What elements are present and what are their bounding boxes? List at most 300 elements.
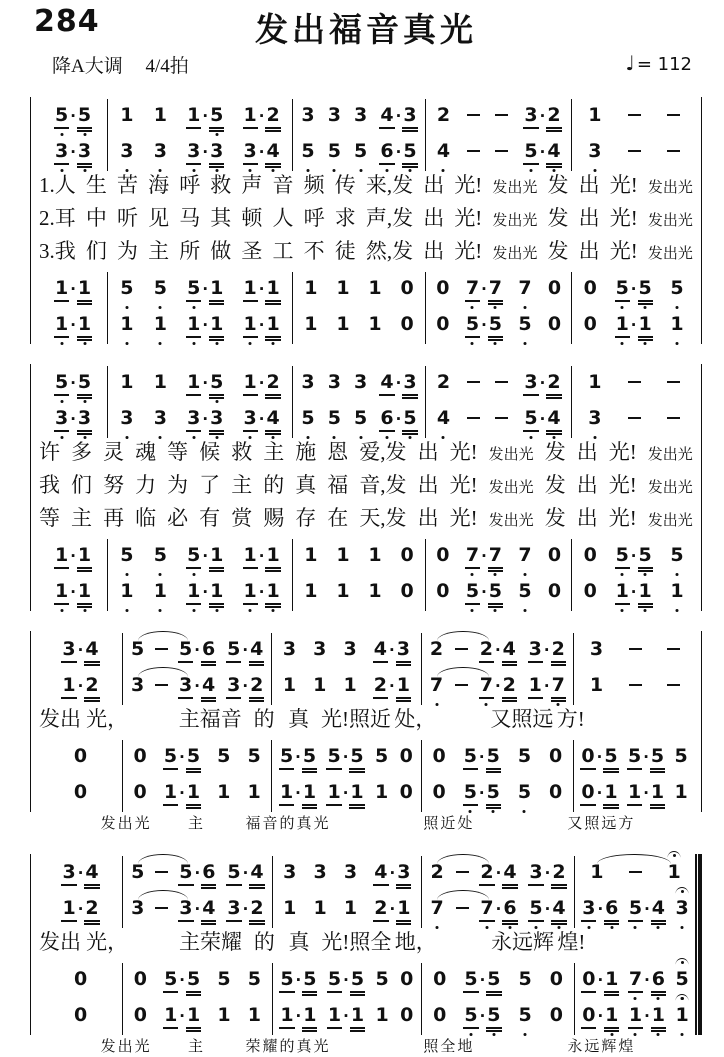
note — [247, 1004, 262, 1026]
eighth-underline — [186, 163, 201, 165]
note-digit: 1 — [243, 104, 258, 126]
note — [367, 580, 382, 602]
note-digit: 0 — [583, 313, 597, 335]
lyric-token: 的 — [253, 707, 275, 731]
note — [430, 897, 445, 919]
note — [119, 544, 134, 566]
note-digit: 1 — [368, 277, 382, 299]
note — [119, 277, 134, 299]
note-digit: 5 — [178, 638, 193, 660]
note — [528, 897, 566, 919]
lyric-echo: 发出光 — [647, 246, 693, 262]
sixteenth-underline — [502, 697, 517, 699]
notation-line — [424, 963, 572, 999]
note — [465, 544, 503, 566]
note-digit: 3 — [354, 371, 368, 393]
notation-line — [125, 633, 269, 669]
eighth-underline — [243, 603, 258, 605]
note — [279, 745, 317, 767]
note-digit: 0 — [133, 745, 147, 767]
lyric-token: 等 — [39, 506, 60, 530]
tie-arc — [597, 854, 671, 864]
duration-dot: · — [258, 374, 265, 392]
note-digit: 5 — [463, 781, 478, 803]
note-digit: 1 — [217, 781, 231, 803]
duration-dot: · — [295, 784, 301, 802]
note-digit: 0 — [547, 313, 562, 335]
note — [186, 313, 224, 335]
low-octave-dot — [408, 169, 411, 172]
lyric-token: 方! — [556, 707, 585, 731]
note — [549, 968, 564, 990]
sixteenth-underline — [502, 923, 517, 925]
dash-note — [629, 684, 642, 686]
dash-note — [667, 417, 680, 419]
low-octave-dot — [159, 609, 162, 612]
note-digit: 5 — [300, 407, 315, 429]
note — [353, 407, 368, 429]
staff-group — [31, 738, 701, 812]
lyric-token: 地， — [394, 930, 437, 954]
duration-dot: · — [544, 864, 551, 882]
note — [547, 580, 562, 602]
sixteenth-underline — [265, 570, 280, 572]
lyric-token: 处， — [394, 707, 437, 731]
note-digit: 1 — [54, 277, 69, 299]
eighth-underline — [528, 661, 543, 663]
note — [226, 861, 264, 883]
note-digit: 1 — [375, 1004, 389, 1026]
lyric-token: 海 — [148, 173, 170, 197]
note — [467, 114, 480, 126]
note-digit: 3 — [402, 104, 417, 126]
notation-line — [295, 366, 423, 402]
low-octave-dot — [492, 810, 495, 813]
measure — [422, 963, 575, 1035]
note-digit: 0 — [400, 1004, 414, 1026]
note — [327, 407, 342, 429]
note-digit: 2 — [502, 674, 517, 696]
note-digit: 5 — [130, 638, 145, 660]
note-digit: 0 — [549, 781, 563, 803]
notation-line — [41, 402, 105, 438]
lyric-token: 呼 — [303, 206, 325, 230]
lyric-token: 光!照全 — [321, 930, 392, 954]
measure — [574, 740, 695, 812]
lyric-token: 们 — [71, 473, 93, 497]
staff-group — [31, 537, 701, 611]
notation-line — [295, 539, 423, 575]
note — [399, 313, 414, 335]
low-octave-dot — [471, 342, 474, 345]
sixteenth-underline — [546, 127, 561, 129]
duration-dot: · — [478, 748, 485, 766]
note — [467, 417, 480, 429]
duration-dot: · — [630, 316, 637, 334]
eighth-underline — [580, 768, 595, 770]
sixteenth-underline — [77, 300, 92, 302]
lyric-spacer — [152, 1037, 188, 1057]
note-digit: 7 — [465, 544, 480, 566]
sixteenth-underline — [84, 884, 99, 886]
sixteenth-underline — [650, 768, 665, 770]
sixteenth-underline — [651, 923, 666, 925]
sixteenth-underline — [84, 923, 99, 925]
note-digit: 0 — [580, 745, 595, 767]
note — [399, 745, 414, 767]
dash-note — [629, 648, 642, 650]
note-digit: 2 — [551, 638, 566, 660]
note — [119, 140, 134, 162]
note — [133, 1004, 148, 1026]
low-octave-dot — [215, 169, 218, 172]
sixteenth-underline — [651, 991, 666, 993]
lyric-token: 光， — [86, 930, 129, 954]
note — [374, 781, 389, 803]
lyric-token: 再 — [103, 506, 125, 530]
lyric-token: 来,发 — [365, 173, 414, 197]
lyric-token: 所 — [179, 239, 201, 263]
note-digit: 0 — [547, 277, 562, 299]
measure — [426, 366, 572, 438]
note-digit: 1 — [265, 544, 280, 566]
lyric-token: 发 — [547, 206, 569, 230]
lyric-token: 光! — [608, 440, 637, 464]
eighth-underline — [243, 336, 258, 338]
lyric-token: 声 — [241, 173, 263, 197]
notation-line — [110, 402, 290, 438]
lyric-spacer — [128, 705, 179, 738]
low-octave-dot — [494, 342, 497, 345]
fermata-icon — [676, 958, 689, 965]
note — [130, 674, 145, 696]
note-digit: 0 — [73, 781, 88, 803]
sixteenth-underline — [486, 771, 501, 773]
note-digit: 1 — [163, 781, 178, 803]
duration-dot: · — [242, 641, 249, 659]
note-digit: 5 — [163, 745, 178, 767]
low-octave-dot — [83, 342, 86, 345]
notation-line — [275, 856, 419, 892]
eighth-underline — [523, 163, 538, 165]
lyric-token: 福音的真光 — [245, 816, 331, 832]
note-digit: 3 — [243, 407, 258, 429]
note — [429, 674, 444, 696]
dash-note — [628, 417, 641, 419]
note-digit: 1 — [336, 580, 350, 602]
lyric-token: 施 — [295, 440, 317, 464]
lyric-token: 光! — [454, 173, 483, 197]
note — [399, 968, 414, 990]
note-digit: 3 — [674, 897, 689, 919]
lyric-token: 出 — [423, 173, 445, 197]
note — [155, 871, 168, 883]
dash-note — [155, 907, 168, 909]
duration-dot: · — [596, 748, 603, 766]
note — [335, 580, 350, 602]
note — [479, 897, 517, 919]
note-digit: 4 — [436, 407, 451, 429]
note-digit: 2 — [479, 638, 494, 660]
low-octave-dot — [552, 169, 555, 172]
note-digit: 1 — [302, 781, 317, 803]
measure — [426, 539, 572, 611]
note — [54, 277, 92, 299]
note-digit: 1 — [368, 544, 382, 566]
sixteenth-underline — [546, 130, 561, 132]
note-digit: 3 — [243, 140, 258, 162]
lyric-token: 为 — [167, 473, 189, 497]
tie-arc — [138, 890, 188, 900]
sixteenth-underline — [402, 130, 417, 132]
lyric-token: 主福音 — [178, 707, 242, 731]
measure — [574, 633, 695, 705]
music-system-2 — [30, 364, 702, 611]
note-digit: 1 — [327, 1004, 342, 1026]
note-digit: 5 — [650, 745, 665, 767]
note — [313, 861, 328, 883]
duration-dot: · — [202, 143, 209, 161]
note-digit: 5 — [517, 313, 532, 335]
note — [178, 638, 216, 660]
note-digit: 1 — [604, 968, 619, 990]
note-digit: 0 — [400, 968, 414, 990]
notation-line — [110, 366, 290, 402]
lyric-echo: 发出光 — [492, 246, 538, 262]
sixteenth-underline — [84, 697, 99, 699]
note-digit: 1 — [304, 544, 318, 566]
eighth-underline — [163, 991, 178, 993]
note — [627, 781, 665, 803]
note — [186, 277, 224, 299]
measure — [123, 633, 272, 705]
duration-dot: · — [494, 677, 501, 695]
sixteenth-underline — [604, 1027, 619, 1029]
note-digit: 1 — [588, 371, 602, 393]
dash-note — [155, 648, 168, 650]
lyric-token: 求 — [334, 206, 356, 230]
duration-dot: · — [481, 280, 487, 298]
low-octave-dot — [530, 169, 533, 172]
note-digit: 5 — [638, 544, 653, 566]
lyric-token: 主 — [263, 440, 285, 464]
sixteenth-underline — [604, 923, 619, 925]
note-digit: 3 — [523, 104, 538, 126]
lyric-token: 音 — [272, 173, 294, 197]
eighth-underline — [186, 603, 201, 605]
staff-group — [31, 854, 702, 928]
lyric-token: 主 — [188, 1039, 206, 1055]
notation-line — [295, 99, 423, 135]
lyric-echo: 发出光 — [488, 513, 534, 529]
note-digit: 1 — [669, 313, 684, 335]
notation-line — [41, 669, 120, 705]
notation-line — [41, 135, 105, 171]
notation-line — [424, 776, 572, 812]
duration-dot: · — [644, 971, 650, 989]
note — [246, 745, 261, 767]
duration-dot: · — [295, 748, 301, 766]
notation-line — [41, 999, 120, 1035]
notation-line — [274, 740, 418, 776]
note-digit: 1 — [243, 544, 258, 566]
note — [282, 638, 297, 660]
duration-dot: · — [202, 280, 209, 298]
note-digit: 1 — [153, 313, 168, 335]
note-digit: 3 — [61, 861, 76, 883]
note-digit: 3 — [61, 638, 76, 660]
notation-line — [428, 272, 569, 308]
system-box — [30, 854, 702, 1035]
note-digit: 1 — [61, 674, 76, 696]
notation-line — [576, 633, 693, 669]
lyric-spacer — [309, 705, 321, 738]
note-digit: 1 — [186, 580, 201, 602]
measure — [39, 963, 123, 1035]
note-digit: 1 — [153, 580, 168, 602]
duration-dot: · — [70, 107, 76, 125]
lyric-spacer — [635, 814, 692, 834]
lyric-token: 照近处 — [423, 816, 475, 832]
low-octave-dot — [125, 609, 128, 612]
note — [367, 277, 382, 299]
page-title: 发出福音真光 — [255, 10, 477, 49]
eighth-underline — [615, 567, 630, 569]
sixteenth-underline — [265, 166, 280, 168]
eighth-underline — [54, 394, 69, 396]
eighth-underline — [186, 336, 201, 338]
note-digit: 1 — [209, 313, 224, 335]
note — [669, 313, 684, 335]
sixteenth-underline — [502, 661, 517, 663]
notation-line — [41, 963, 120, 999]
measure — [39, 99, 108, 171]
duration-dot: · — [544, 900, 551, 918]
note — [547, 313, 562, 335]
note — [243, 407, 281, 429]
lyric-spacer — [275, 705, 289, 738]
note-digit: 5 — [119, 544, 134, 566]
note-digit: 0 — [133, 781, 147, 803]
duration-dot: · — [389, 641, 395, 659]
notation-line — [275, 963, 419, 999]
lyric-token: 出 — [576, 440, 598, 464]
note-digit: 6 — [379, 407, 394, 429]
low-octave-dot — [215, 436, 218, 439]
sixteenth-underline — [186, 1027, 201, 1029]
sixteenth-underline — [604, 991, 619, 993]
note-digit: 1 — [343, 897, 358, 919]
sixteenth-underline — [84, 887, 99, 889]
note — [667, 417, 680, 429]
low-octave-dot — [494, 609, 497, 612]
note — [628, 897, 666, 919]
score-meta — [30, 51, 702, 77]
note — [133, 745, 148, 767]
note — [178, 674, 216, 696]
notation-line — [574, 308, 693, 344]
note-digit: 6 — [201, 638, 216, 660]
note — [667, 648, 680, 660]
note-digit: 1 — [336, 544, 350, 566]
eighth-underline — [327, 991, 342, 993]
note-digit: 3 — [301, 104, 315, 126]
note — [479, 861, 517, 883]
eighth-underline — [523, 430, 538, 432]
eighth-underline — [628, 920, 643, 922]
low-octave-dot — [442, 169, 445, 172]
sixteenth-underline — [201, 697, 216, 699]
note — [465, 313, 503, 335]
tie-arc — [138, 667, 188, 677]
sixteenth-underline — [650, 771, 665, 773]
sixteenth-underline — [209, 127, 224, 129]
note — [226, 638, 264, 660]
lyric-spacer — [40, 814, 101, 834]
duration-dot: · — [389, 677, 395, 695]
note-digit: 1 — [120, 371, 134, 393]
sixteenth-underline — [249, 661, 264, 663]
notation-line — [41, 856, 120, 892]
lyric-token: 发 — [544, 473, 566, 497]
note — [343, 861, 358, 883]
note-digit: 5 — [178, 861, 193, 883]
eighth-underline — [243, 394, 258, 396]
note-digit: 7 — [488, 277, 503, 299]
lyric-token: 赏 — [231, 506, 253, 530]
note — [463, 745, 501, 767]
eighth-underline — [186, 300, 201, 302]
duration-dot: · — [258, 410, 265, 428]
low-octave-dot — [634, 926, 637, 929]
note — [373, 638, 411, 660]
sixteenth-underline — [402, 397, 417, 399]
low-octave-dot — [408, 436, 411, 439]
eighth-underline — [615, 336, 630, 338]
note — [581, 897, 619, 919]
eighth-underline — [326, 804, 341, 806]
sixteenth-underline — [502, 884, 517, 886]
notation-line — [577, 892, 694, 928]
eighth-underline — [186, 567, 201, 569]
measure — [273, 963, 422, 1035]
note-digit: 3 — [226, 674, 241, 696]
low-octave-dot — [657, 926, 660, 929]
sixteenth-underline — [209, 606, 224, 608]
score-body — [30, 97, 702, 1057]
note-digit: 5 — [488, 313, 503, 335]
note-digit: 4 — [84, 638, 99, 660]
note-digit: 5 — [217, 745, 231, 767]
note-digit: 1 — [667, 861, 682, 883]
lyric-token: 光! — [449, 473, 478, 497]
dash-note — [495, 381, 508, 383]
notation-line — [295, 402, 423, 438]
sixteenth-underline — [546, 394, 561, 396]
eighth-underline — [279, 991, 294, 993]
low-octave-dot — [249, 609, 252, 612]
note-digit: 7 — [429, 674, 444, 696]
note-digit: 6 — [379, 140, 394, 162]
lyric-line — [31, 928, 702, 961]
sixteenth-underline — [209, 433, 224, 435]
sixteenth-underline — [186, 768, 201, 770]
note-digit: 5 — [279, 745, 294, 767]
sixteenth-underline — [201, 923, 216, 925]
sixteenth-underline — [186, 991, 201, 993]
note-digit: 5 — [486, 745, 501, 767]
note-digit: 1 — [304, 313, 318, 335]
